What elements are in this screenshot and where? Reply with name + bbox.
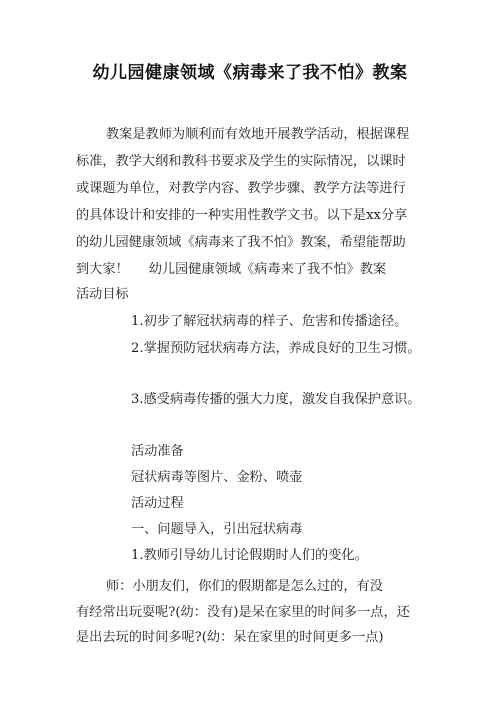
intro-line: 教案是教师为顺利而有效地开展教学活动，根据课程 xyxy=(106,127,410,142)
repeat-title: 幼儿园健康领域《病毒来了我不怕》教案 xyxy=(148,262,387,277)
prep-items: 冠状病毒等图片、金粉、喷壶 xyxy=(131,470,303,485)
goals-heading: 活动目标 xyxy=(76,287,129,302)
intro-line: 或课题为单位，对教学内容、教学步骤、教学方法等进行 xyxy=(76,181,406,196)
document-title: 幼儿园健康领域《病毒来了我不怕》教案 xyxy=(92,63,408,83)
intro-line: 的幼儿园健康领域《病毒来了我不怕》教案，希望能帮助 xyxy=(76,235,406,250)
dialogue-line: 师：小朋友们，你们的假期都是怎么过的，有没 xyxy=(106,579,383,594)
dialogue-line: 是出去玩的时间多呢?(幼：呆在家里的时间更多一点) xyxy=(76,630,384,645)
goal-item: 2.掌握预防冠状病毒方法，养成良好的卫生习惯。 xyxy=(131,341,421,356)
intro-end-line xyxy=(76,260,386,280)
goal-item: 3.感受病毒传播的强大力度，激发自我保护意识。 xyxy=(131,392,421,407)
intro-line: 的具体设计和安排的一种实用性教学文书。以下是xx分享 xyxy=(76,208,408,223)
intro-end: 到大家！ xyxy=(76,262,129,277)
intro-line: 标准，教学大纲和教科书要求及学生的实际情况，以课时 xyxy=(76,154,406,169)
prep-heading: 活动准备 xyxy=(131,444,184,459)
step1-heading: 一、问题导入，引出冠状病毒 xyxy=(131,522,303,537)
process-heading: 活动过程 xyxy=(131,496,184,511)
step1-item: 1.教师引导幼儿讨论假期时人们的变化。 xyxy=(131,548,368,563)
dialogue-line: 有经常出玩耍呢?(幼：没有)是呆在家里的时间多一点，还 xyxy=(76,605,410,620)
goal-item: 1.初步了解冠状病毒的样子、危害和传播途径。 xyxy=(131,314,408,329)
